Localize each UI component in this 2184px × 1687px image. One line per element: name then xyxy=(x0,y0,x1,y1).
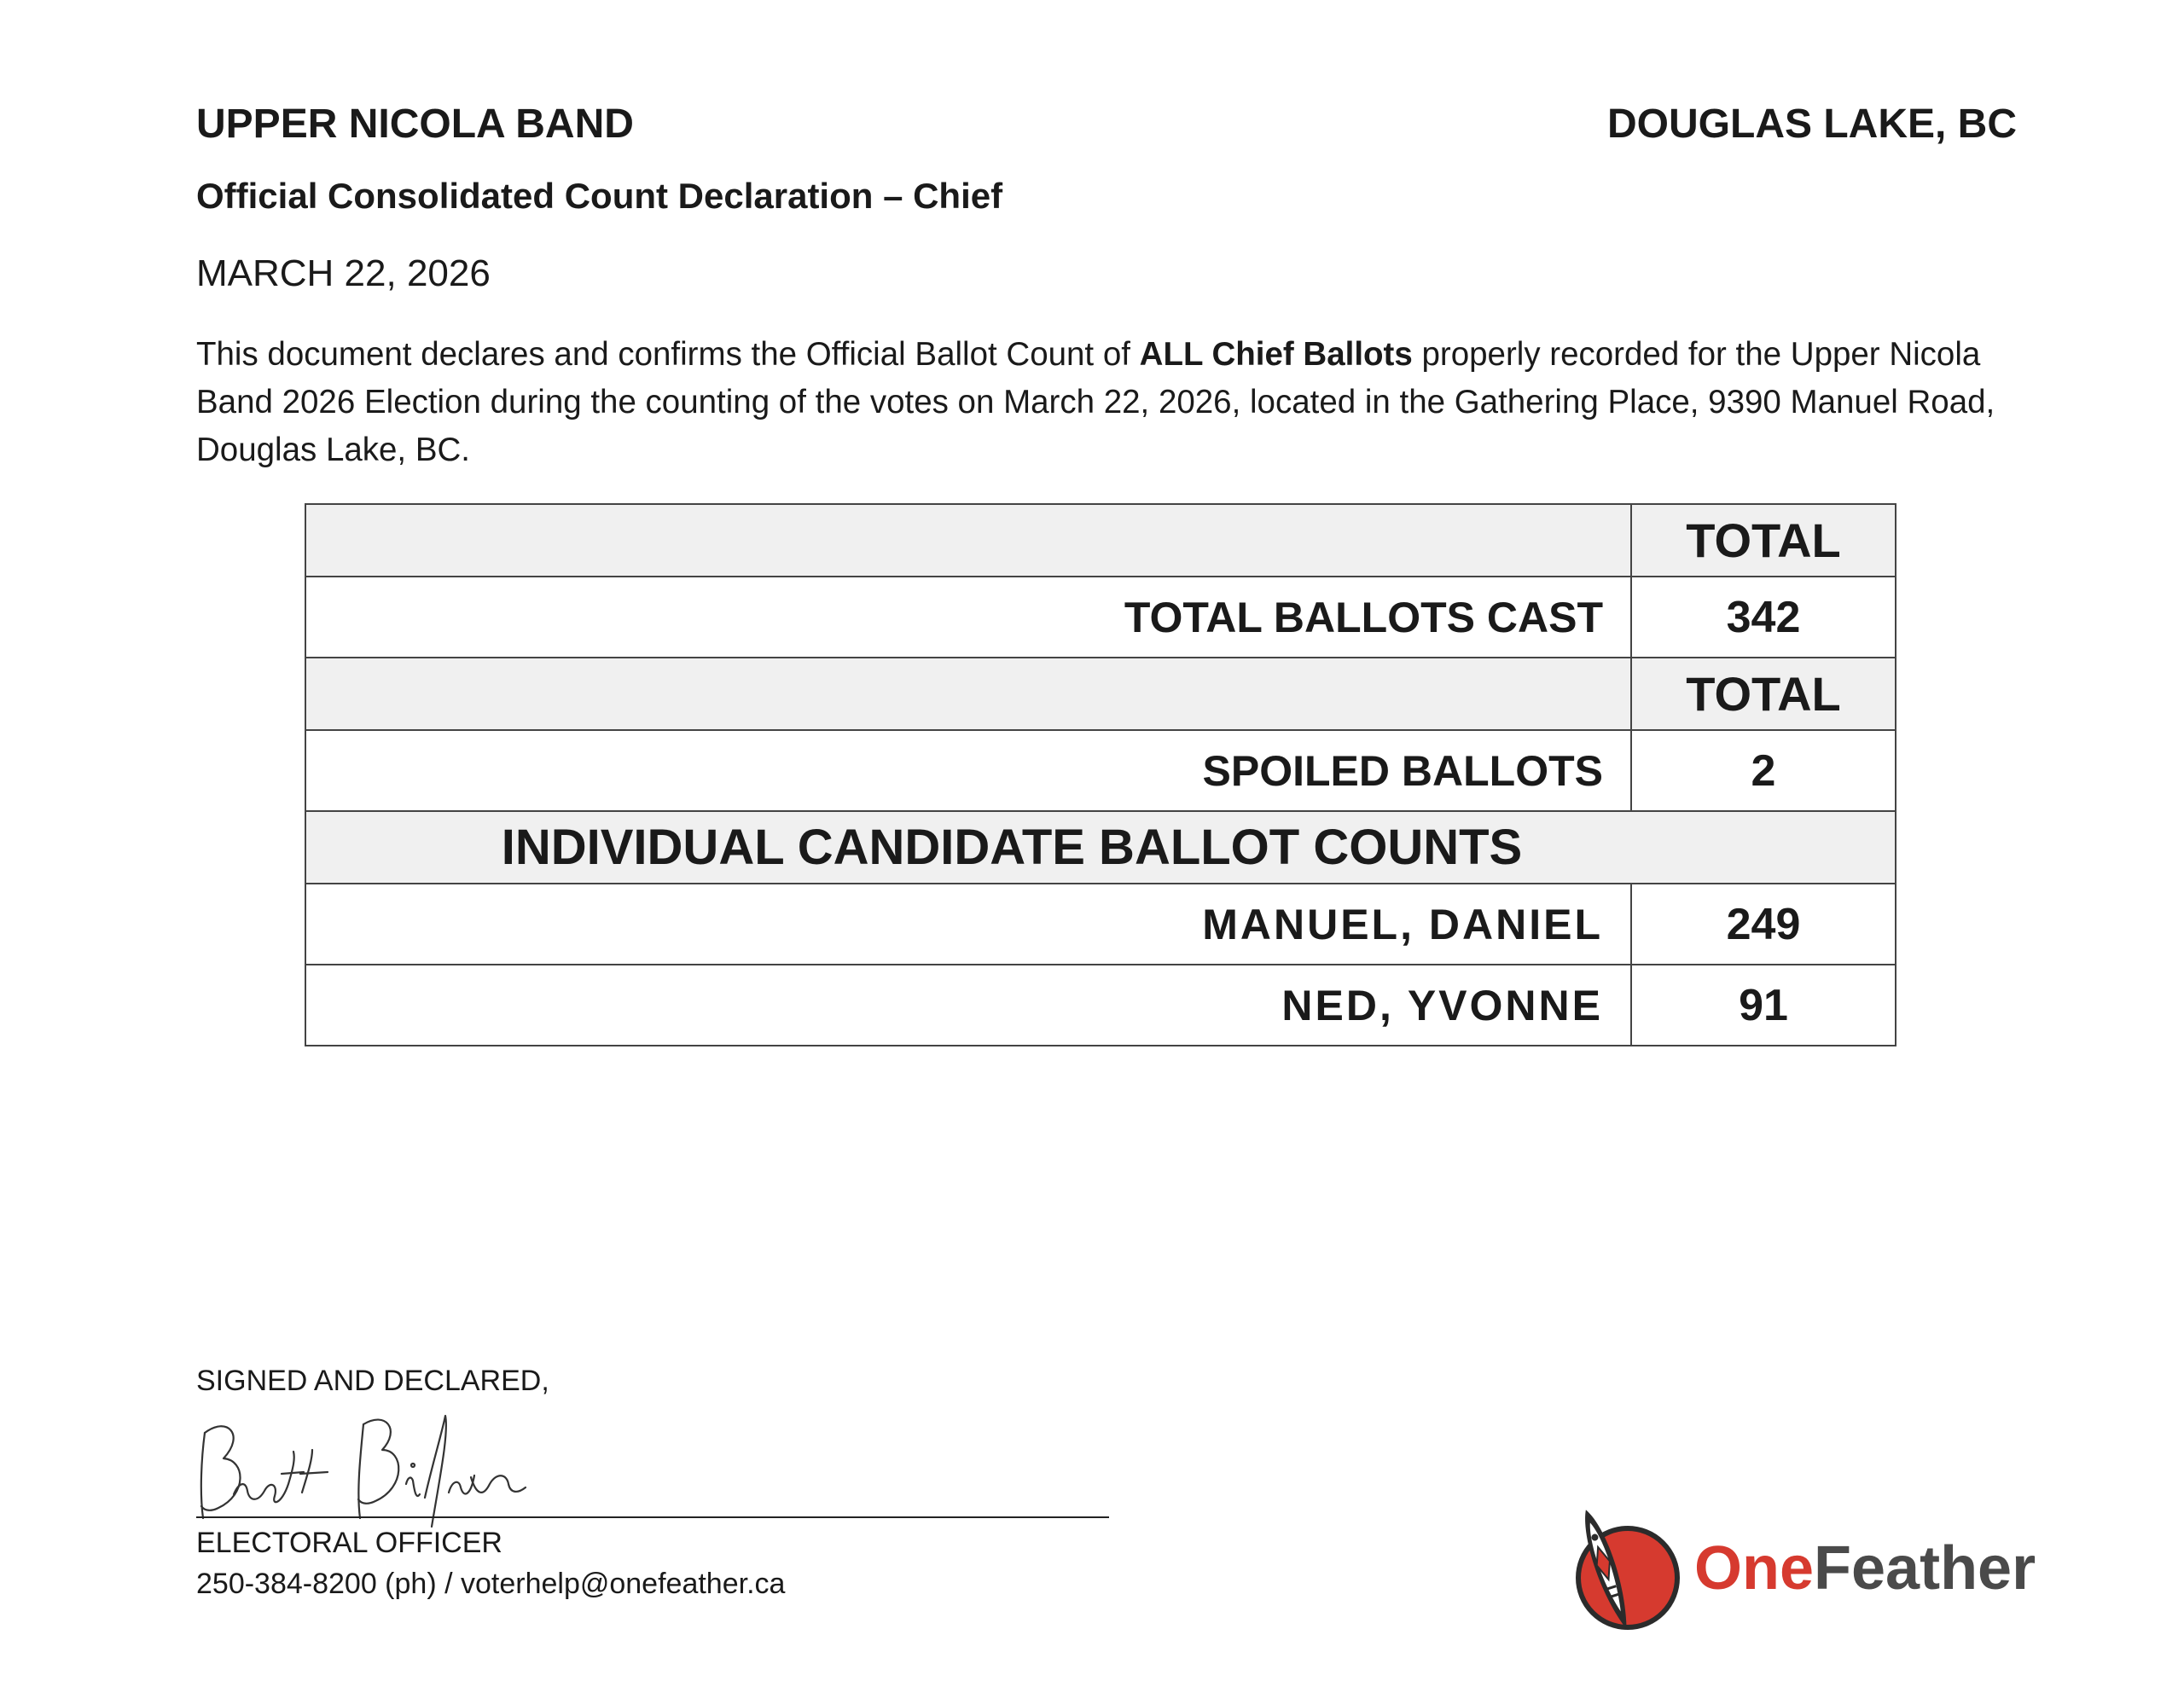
logo-text-one: One xyxy=(1694,1534,1815,1603)
intro-text-before: This document declares and confirms the Official Ballot Count of xyxy=(196,336,1140,373)
document-date: MARCH 22, 2026 xyxy=(196,252,491,294)
logo-wordmark xyxy=(1694,1533,2036,1603)
signature-line xyxy=(196,1516,1109,1518)
empty-header-cell xyxy=(305,658,1631,730)
table-row xyxy=(305,730,1896,811)
intro-paragraph xyxy=(196,331,2013,474)
empty-header-cell xyxy=(305,504,1631,577)
signed-declared-label: SIGNED AND DECLARED, xyxy=(196,1365,549,1397)
handwritten-signature xyxy=(193,1399,568,1535)
candidate-votes: 249 xyxy=(1631,884,1896,965)
ballots-cast-label: TOTAL BALLOTS CAST xyxy=(305,577,1631,658)
officer-contact: 250-384-8200 (ph) / voterhelp@onefeather.ca xyxy=(196,1568,786,1600)
officer-title: ELECTORAL OFFICER xyxy=(196,1527,502,1559)
candidate-votes: 91 xyxy=(1631,965,1896,1046)
section-header-row xyxy=(305,811,1896,884)
table-header-row xyxy=(305,504,1896,577)
intro-text-after: properly recorded for the Upper Nicola Band 2026 Election during the counting of the votes on March 22, 2026, located in the Gathering Place, 9390 Manuel Road, Douglas Lake, BC. xyxy=(196,336,1995,468)
table-header-row xyxy=(305,658,1896,730)
document-title: Official Consolidated Count Declaration – Chief xyxy=(196,176,1003,216)
table-row xyxy=(305,884,1896,965)
spoiled-ballots-value: 2 xyxy=(1631,730,1896,811)
location: DOUGLAS LAKE, BC xyxy=(1607,101,2017,147)
table-row xyxy=(305,577,1896,658)
spoiled-ballots-label: SPOILED BALLOTS xyxy=(305,730,1631,811)
ballots-cast-value: 342 xyxy=(1631,577,1896,658)
table-row xyxy=(305,965,1896,1046)
candidate-section-header: INDIVIDUAL CANDIDATE BALLOT COUNTS xyxy=(305,811,1896,884)
ballot-count-table xyxy=(305,503,1896,1046)
organization-name: UPPER NICOLA BAND xyxy=(196,101,634,147)
candidate-name: NED, YVONNE xyxy=(305,965,1631,1046)
total-header-cell: TOTAL xyxy=(1631,504,1896,577)
total-header-cell: TOTAL xyxy=(1631,658,1896,730)
logo-text-feather: Feather xyxy=(1814,1534,2036,1603)
onefeather-logo xyxy=(1561,1501,2036,1638)
intro-emphasis: ALL Chief Ballots xyxy=(1139,336,1413,373)
feather-logo-icon xyxy=(1561,1501,1689,1638)
candidate-name: MANUEL, DANIEL xyxy=(305,884,1631,965)
